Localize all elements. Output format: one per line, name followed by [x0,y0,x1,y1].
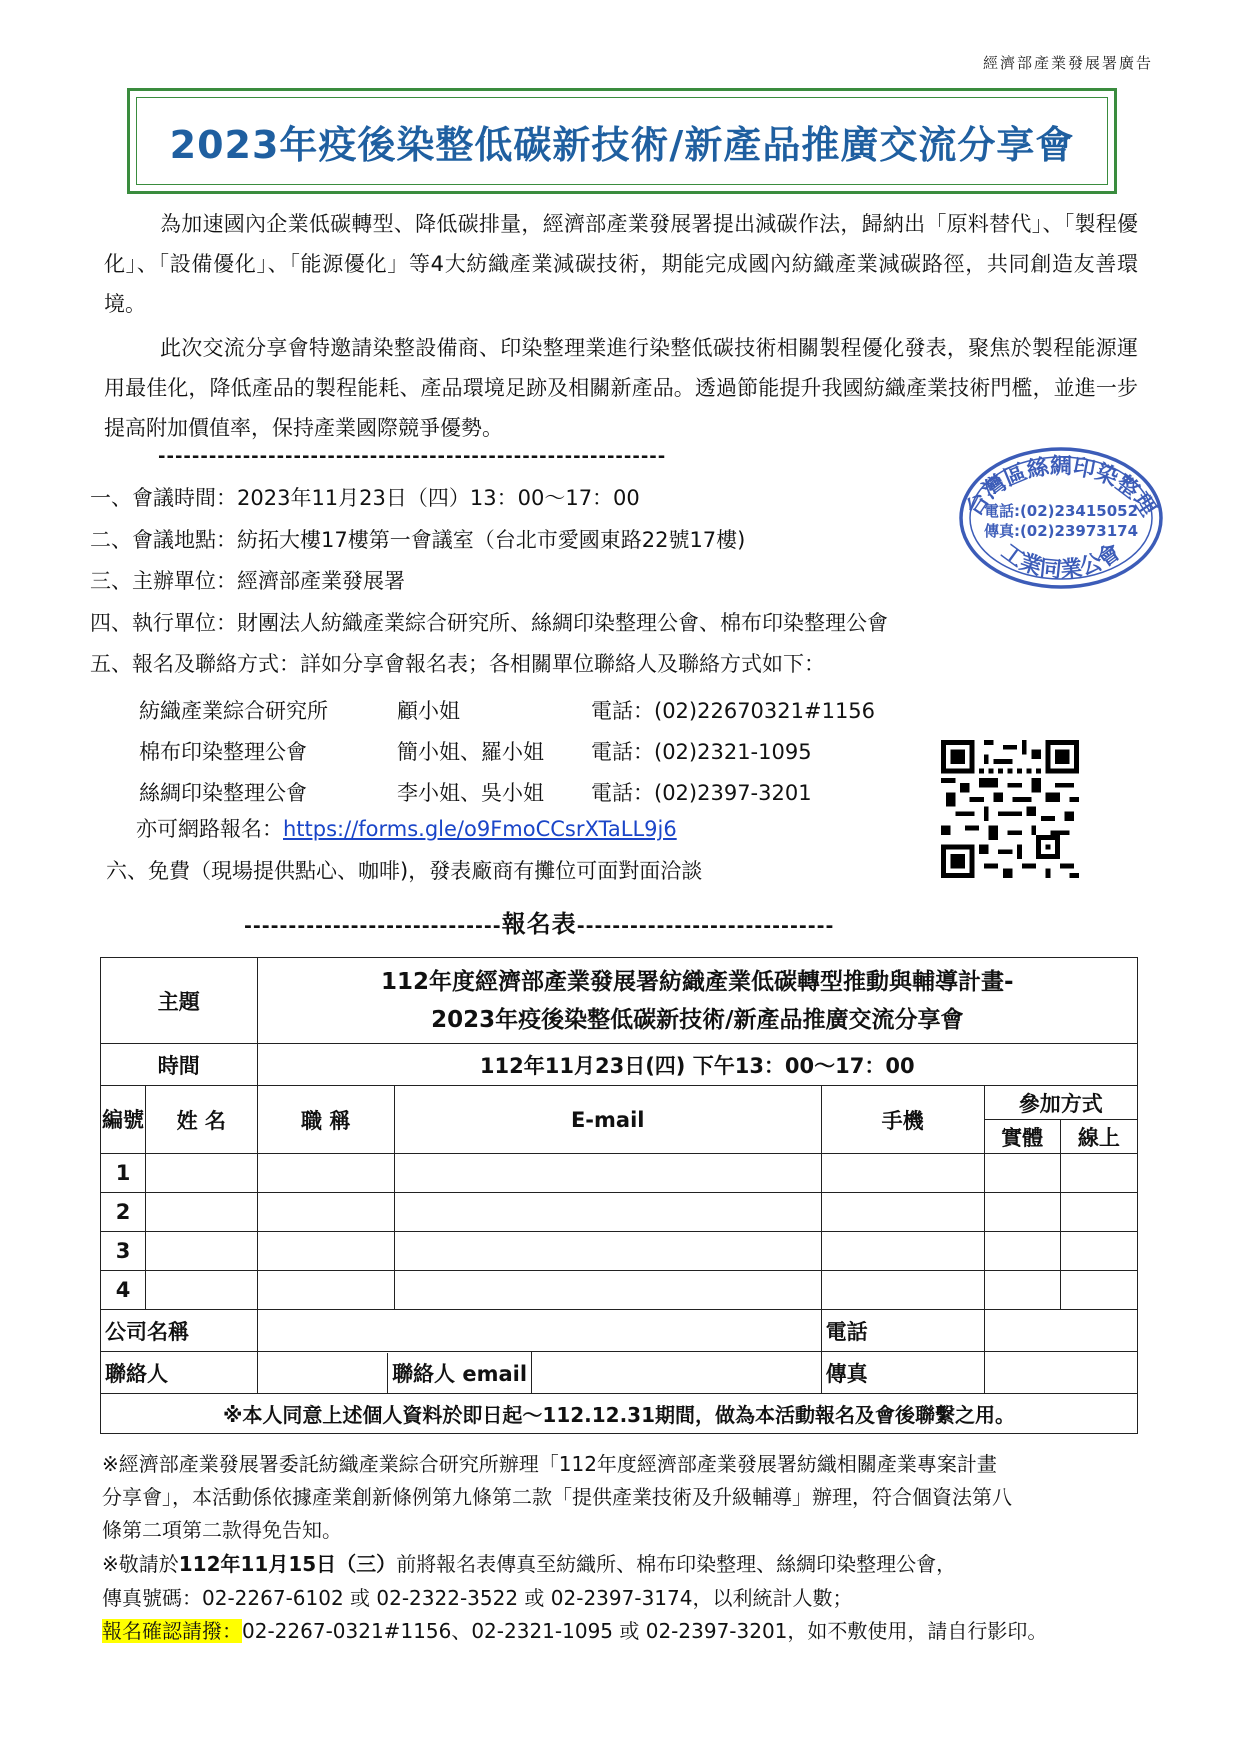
contact-person: 李小姐、吳小姐 [397,781,544,805]
row-number: 2 [101,1193,146,1232]
mobile-cell[interactable] [821,1154,984,1193]
table-row [101,1193,1138,1232]
seal-fax: 傳真:(02)23973174 [983,522,1139,540]
section-divider: ------------------------------------------------------------ [158,446,667,467]
topic-value [257,958,1137,1044]
footer-note-2-prefix: ※敬請於 [102,1552,179,1576]
physical-cell[interactable] [984,1271,1060,1310]
name-cell[interactable] [146,1271,258,1310]
page-title: 2023年疫後染整低碳新技術/新產品推廣交流分享會 [169,122,1075,167]
contact-phone: 電話：(02)22670321#1156 [591,699,876,723]
intro-paragraph-1: 為加速國內企業低碳轉型、降低碳排量，經濟部產業發展署提出減碳作法，歸納出「原料替代」、「製程優化」、「設備優化」、「能源優化」等4大紡織產業減碳技術，期能完成國內紡織產業減碳路徑，共同創造友善環境。 [104,212,1138,316]
intro-paragraph-2: 此次交流分享會特邀請染整設備商、印染整理業進行染整低碳技術相關製程優化發表，聚焦於製程能源運用最佳化，降低產品的製程能耗、產品環境足跡及相關新產品。透過節能提升我國紡織產業技術門檻，並進一步提高附加價值率，保持產業國際競爭優勢。 [104,336,1138,440]
contact-org: 紡織產業綜合研究所 [139,699,328,723]
consent-statement: ※本人同意上述個人資料於即日起～112.12.31期間，做為本活動報名及會後聯繫之用。 [101,1394,1138,1434]
col-header-mobile: 手機 [821,1086,984,1154]
contact-row [139,777,812,807]
physical-cell[interactable] [984,1193,1060,1232]
name-cell[interactable] [146,1193,258,1232]
company-field[interactable] [257,1310,821,1352]
info-free: 六、免費（現場提供點心、咖啡)，發表廠商有攤位可面對面洽談 [106,859,703,883]
association-seal-icon [956,444,1166,592]
online-cell[interactable] [1060,1193,1137,1232]
col-header-name: 姓 名 [146,1086,258,1154]
email-cell[interactable] [394,1193,821,1232]
contact-label: 聯絡人 [101,1352,258,1394]
row-number: 3 [101,1232,146,1271]
footer-note-2-suffix: 前將報名表傳真至紡織所、棉布印染整理、絲綢印染整理公會， [396,1552,957,1576]
online-cell[interactable] [1060,1232,1137,1271]
footer-fax-line: 傳真號碼：02-2267-6102 或 02-2322-3522 或 02-2397-3174，以利統計人數； [102,1586,853,1610]
mobile-cell[interactable] [821,1193,984,1232]
title-inner-frame [136,97,1108,185]
footer-confirm-numbers: 02-2267-0321#1156、02-2321-1095 或 02-2397-3201，如不敷使用，請自行影印。 [242,1619,1048,1643]
phone-label: 電話 [821,1310,984,1352]
col-header-physical: 實體 [984,1120,1060,1154]
title-box [127,88,1117,194]
seal-phone: 電話:(02)23415052 [983,502,1139,520]
topic-line-2: 2023年疫後染整低碳新技術/新產品推廣交流分享會 [431,1006,964,1033]
mobile-cell[interactable] [821,1271,984,1310]
registration-link[interactable]: https://forms.gle/o9FmoCCsrXTaLL9j6 [283,817,677,841]
footer-confirm-label: 報名確認請撥： [102,1619,242,1643]
contact-org: 絲綢印染整理公會 [139,781,307,805]
fax-field[interactable] [984,1352,1137,1394]
seal-top-text: 台灣區絲綢印染整理 [961,454,1161,521]
footer-note-1-line-3: 條第二項第二款得免告知。 [102,1518,342,1542]
email-cell[interactable] [394,1232,821,1271]
form-heading-title: 報名表 [501,910,577,938]
name-cell[interactable] [146,1232,258,1271]
info-contact-intro: 五、報名及聯絡方式：詳如分享會報名表；各相關單位聯絡人及聯絡方式如下： [90,652,825,676]
title-cell[interactable] [257,1232,394,1271]
email-cell[interactable] [394,1271,821,1310]
info-meeting-time: 一、會議時間：2023年11月23日（四）13：00～17：00 [90,486,640,510]
footer-confirm [102,1615,1047,1648]
qr-code-icon[interactable] [936,740,1084,878]
time-label: 時間 [101,1044,258,1086]
table-row [101,1232,1138,1271]
table-row [101,1271,1138,1310]
time-value: 112年11月23日(四) 下午13：00～17：00 [257,1044,1137,1086]
physical-cell[interactable] [984,1232,1060,1271]
name-cell[interactable] [146,1154,258,1193]
physical-cell[interactable] [984,1154,1060,1193]
contact-field[interactable] [257,1352,532,1394]
title-cell[interactable] [257,1193,394,1232]
online-registration [136,809,677,850]
form-heading [244,904,1006,939]
contact-phone: 電話：(02)2397-3201 [591,781,812,805]
col-header-no: 編號 [101,1086,146,1154]
contact-email-label: 聯絡人 email [387,1353,531,1393]
info-meeting-place: 二、會議地點：紡拓大樓17樓第一會議室（台北市愛國東路22號17樓) [90,528,746,552]
fax-label: 傳真 [821,1352,984,1394]
phone-field[interactable] [984,1310,1137,1352]
table-row [101,1154,1138,1193]
ad-note: 經濟部產業發展署廣告 [982,54,1153,72]
mobile-cell[interactable] [821,1232,984,1271]
topic-line-1: 112年度經濟部產業發展署紡織產業低碳轉型推動與輔導計畫- [380,968,1014,995]
contact-row [139,695,875,725]
title-cell[interactable] [257,1154,394,1193]
footer-note-2 [102,1548,956,1581]
footer-deadline: 112年11月15日（三） [178,1552,397,1576]
contact-person: 簡小姐、羅小姐 [397,740,544,764]
row-number: 4 [101,1271,146,1310]
seal-bottom-text: 工業同業公會 [996,539,1126,584]
topic-label: 主題 [101,958,258,1044]
col-header-online: 線上 [1060,1120,1137,1154]
col-header-title: 職 稱 [257,1086,394,1154]
footer-note-1-line-1: ※經濟部產業發展署委託紡織產業綜合研究所辦理「112年度經濟部產業發展署紡織相關產業專案計畫 [102,1452,997,1476]
registration-form-table [100,957,1138,1434]
info-host: 三、主辦單位：經濟部產業發展署 [90,569,405,593]
col-header-attend: 參加方式 [984,1086,1137,1120]
contact-person: 顧小姐 [397,699,460,723]
online-registration-label: 亦可網路報名： [136,817,283,841]
contact-org: 棉布印染整理公會 [139,740,307,764]
company-label: 公司名稱 [101,1310,258,1352]
col-header-email: E-mail [394,1086,821,1154]
title-cell[interactable] [257,1271,394,1310]
form-heading-dashes-right: ----------------------------- [576,915,835,937]
form-heading-dashes-left: ----------------------------- [244,915,502,937]
online-cell[interactable] [1060,1154,1137,1193]
email-cell[interactable] [394,1154,821,1193]
row-number: 1 [101,1154,146,1193]
footer-note-1-line-2: 分享會」，本活動係依據產業創新條例第九條第二款「提供產業技術及升級輔導」辦理，符合個資法第八 [102,1485,1012,1509]
contact-email-field[interactable] [532,1352,822,1394]
contact-row [139,736,812,766]
info-executor: 四、執行單位：財團法人紡織產業綜合研究所、絲綢印染整理公會、棉布印染整理公會 [90,611,888,635]
online-cell[interactable] [1060,1271,1137,1310]
contact-phone: 電話：(02)2321-1095 [591,740,812,764]
